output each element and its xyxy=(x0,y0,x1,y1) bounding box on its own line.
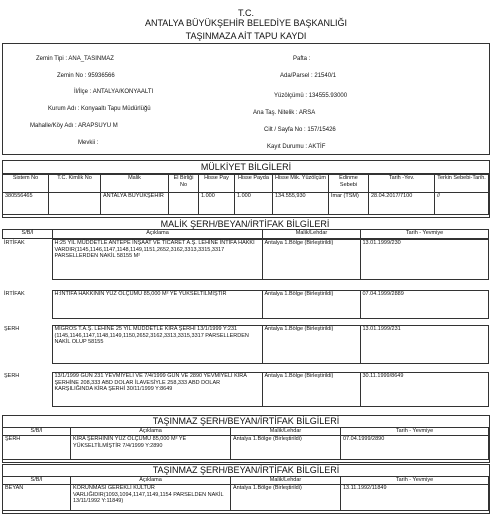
tasinmaz-serh-section-2 xyxy=(2,464,490,514)
row-type: İRTİFAK xyxy=(4,239,25,246)
cell-terkin: // xyxy=(435,193,489,215)
row-type: İRTİFAK xyxy=(4,290,25,297)
col-malik-lehdar: Malik/Lehdar xyxy=(231,428,341,436)
table-row xyxy=(3,485,489,511)
row-desc: MİGROS T.A.Ş. LEHİNE 25 YIL MÜDDETLE KİRA ŞERHİ 13/1/1999 Y:231 (1145,1146,1147,1148,1149,1150,2652,3162,3313,3315,3317 PARSELLERDEN NAKİL OLUP 58155 xyxy=(52,326,262,364)
mulkiyet-header-row xyxy=(3,175,489,193)
row-owner: Antalya 1.Bölge (Birleştirildi) xyxy=(262,291,360,319)
tasinmaz-serh-table-2 xyxy=(2,476,489,511)
row-desc: H:25 YIL MÜDDETLE ANTEPE İNŞAAT VE TİCARET A.Ş. LEHİNE İNTİFA HAKKI VARDIR(1145,1146,1147,1148,1149,1151,2652,3162,3313,3315,3317 PARSELLERDEN NAKİL 58155 M² xyxy=(52,240,262,280)
col-malik-lehdar: Malik/Lehdar xyxy=(231,477,341,485)
table-row xyxy=(3,193,489,215)
cell-edinme: İmar (TSM) xyxy=(329,193,369,215)
col-malik: Malik xyxy=(101,175,169,193)
col-tarih-yevmiye: Tarih - Yevmiye xyxy=(341,428,489,436)
row-owner: Antalya 1.Bölge (Birleştirildi) xyxy=(262,373,360,407)
row-owner: Antalya 1.Bölge (Birleştirildi) xyxy=(262,240,360,280)
row-type: BEYAN xyxy=(3,485,71,511)
tasinmaz-serh-title-2: TAŞINMAZ ŞERH/BEYAN/İRTİFAK BİLGİLERİ xyxy=(152,465,340,475)
row-owner: Antalya 1.Bölge (Birleştirildi) xyxy=(231,485,341,511)
info-kayit-durumu: Kayıt Durumu : AKTİF xyxy=(267,144,326,150)
row-owner: Antalya 1.Bölge (Birleştirildi) xyxy=(231,436,341,460)
col-hisse-payda: Hisse Payda xyxy=(235,175,273,193)
cell-sistem-no: 380556465 xyxy=(3,193,49,215)
list-item xyxy=(2,239,489,280)
col-tarih-yevmiye: Tarih - Yevmiye xyxy=(361,230,489,239)
malik-serh-header xyxy=(2,229,489,239)
row-date: 13.11.1992/11849 xyxy=(341,485,489,511)
row-date: 07.04.1999/2889 xyxy=(360,291,488,319)
tasinmaz-serh-title: TAŞINMAZ ŞERH/BEYAN/İRTİFAK BİLGİLERİ xyxy=(152,416,340,426)
col-hisse-mik: Hisse Mik. Yüzölçüm xyxy=(273,175,329,193)
col-aciklama: Açıklama xyxy=(71,477,231,485)
col-edinme: Edinme Sebebi xyxy=(329,175,369,193)
row-date: 13.01.1999/230 xyxy=(360,240,488,280)
mulkiyet-table xyxy=(2,174,489,215)
malik-serh-title: MALİK ŞERH/BEYAN/İRTİFAK BİLGİLERİ xyxy=(160,219,330,229)
col-aciklama: Açıklama xyxy=(53,230,263,239)
col-tarih-yev: Tarih -Yev. xyxy=(369,175,435,193)
row-type: ŞERH xyxy=(3,436,71,460)
row-type: ŞERH xyxy=(4,372,20,379)
info-zemin-no: Zemin No : 95936566 xyxy=(57,73,115,79)
tasinmaz-serh-table xyxy=(2,427,489,460)
cell-hisse-mik: 134.555,930 xyxy=(273,193,329,215)
header-institution: ANTALYA BÜYÜKŞEHİR BELEDİYE BAŞKANLIĞI xyxy=(144,18,348,28)
row-type: ŞERH xyxy=(4,325,20,332)
info-il-ilce: İl/İlçe : ANTALYA/KONYAALTI xyxy=(74,89,154,95)
cell-tc-kimlik xyxy=(49,193,101,215)
list-item xyxy=(2,325,489,364)
row-desc: KİRA ŞERHİNİN YÜZ ÖLÇÜMÜ 85,000 M² YE YÜKSELTİLMİŞTİR 7/4/1999 Y:2890 xyxy=(71,436,231,460)
row-date: 07.04.1999/2890 xyxy=(341,436,489,460)
col-malik-lehdar: Malik/Lehdar xyxy=(263,230,361,239)
list-item xyxy=(2,372,489,407)
cell-hisse-pay: 1.000 xyxy=(199,193,235,215)
col-tarih-yevmiye: Tarih - Yevmiye xyxy=(341,477,489,485)
row-desc: H:İNTİFA HAKKININ YÜZ ÖLÇÜMÜ 85,000 M² YE YÜKSELTİLMİŞTİR xyxy=(52,291,262,319)
row-date: 13.01.1999/231 xyxy=(360,326,488,364)
info-mahalle: Mahalle/Köy Adı : ARAPSUYU M xyxy=(30,123,118,129)
col-hisse-pay: Hisse Pay xyxy=(199,175,235,193)
col-el-birligi: El Birliği No xyxy=(169,175,199,193)
tasinmaz-serh-section xyxy=(2,415,490,463)
header-tc: T.C. xyxy=(237,8,254,18)
info-mevkii: Mevkii : xyxy=(78,140,99,146)
mulkiyet-section xyxy=(2,160,490,218)
col-terkin: Terkin Sebebi-Tarih. xyxy=(435,175,489,193)
col-tc-kimlik: T.C. Kimlik No xyxy=(49,175,101,193)
info-zemin-tipi: Zemin Tipi : ANA_TASINMAZ xyxy=(36,56,114,62)
row-owner: Antalya 1.Bölge (Birleştirildi) xyxy=(262,326,360,364)
info-kurum: Kurum Adı : Konyaaltı Tapu Müdürlüğü xyxy=(48,106,151,112)
cell-malik: ANTALYA BÜYÜKŞEHİR xyxy=(101,193,169,215)
page-title: TAŞINMAZA AİT TAPU KAYDI xyxy=(185,31,307,41)
row-date: 30.11.1999/8649 xyxy=(360,373,488,407)
col-sbi: S/B/İ xyxy=(3,428,71,436)
row-desc: KORUNMASI GEREKLİ KÜLTÜR VARLIĞIDIR(1093,1094,1147,1149,1154 PARSELDEN NAKİL 13/11/1992 Y:11849) xyxy=(71,485,231,511)
cell-el-birligi xyxy=(169,193,199,215)
col-sistem-no: Sistem No xyxy=(3,175,49,193)
col-sbi: S/B/İ xyxy=(3,477,71,485)
info-pafta: Pafta : xyxy=(293,56,311,62)
info-ada-parsel: Ada/Parsel : 21540/1 xyxy=(280,73,337,79)
mulkiyet-title: MÜLKİYET BİLGİLERİ xyxy=(3,161,489,174)
col-sbi: S/B/İ xyxy=(3,230,53,239)
info-cilt-sayfa: Cilt / Sayfa No : 157/15426 xyxy=(264,127,336,133)
row-desc: 13/1/1999 GÜN 231 YEVMİYELİ VE 7/4/1999 GÜN VE 2890 YEVMİYELİ KİRA ŞERHİNE 208,333 ABD DOLAR İLAVESİYLE 258,333 ABD DOLAR KARŞILIĞINDA KİRA ŞERHİ 30/11/1999 Y:8649 xyxy=(52,373,262,407)
cell-tarih-yev: 28.04.2017/7100 xyxy=(369,193,435,215)
cell-hisse-payda: 1.000 xyxy=(235,193,273,215)
info-nitelik: Ana Taş. Nitelik : ARSA xyxy=(253,110,316,116)
table-row xyxy=(3,436,489,460)
info-yuzolcumu: Yüzölçümü : 134555.93000 xyxy=(274,93,348,99)
col-aciklama: Açıklama xyxy=(71,428,231,436)
list-item xyxy=(2,290,489,319)
